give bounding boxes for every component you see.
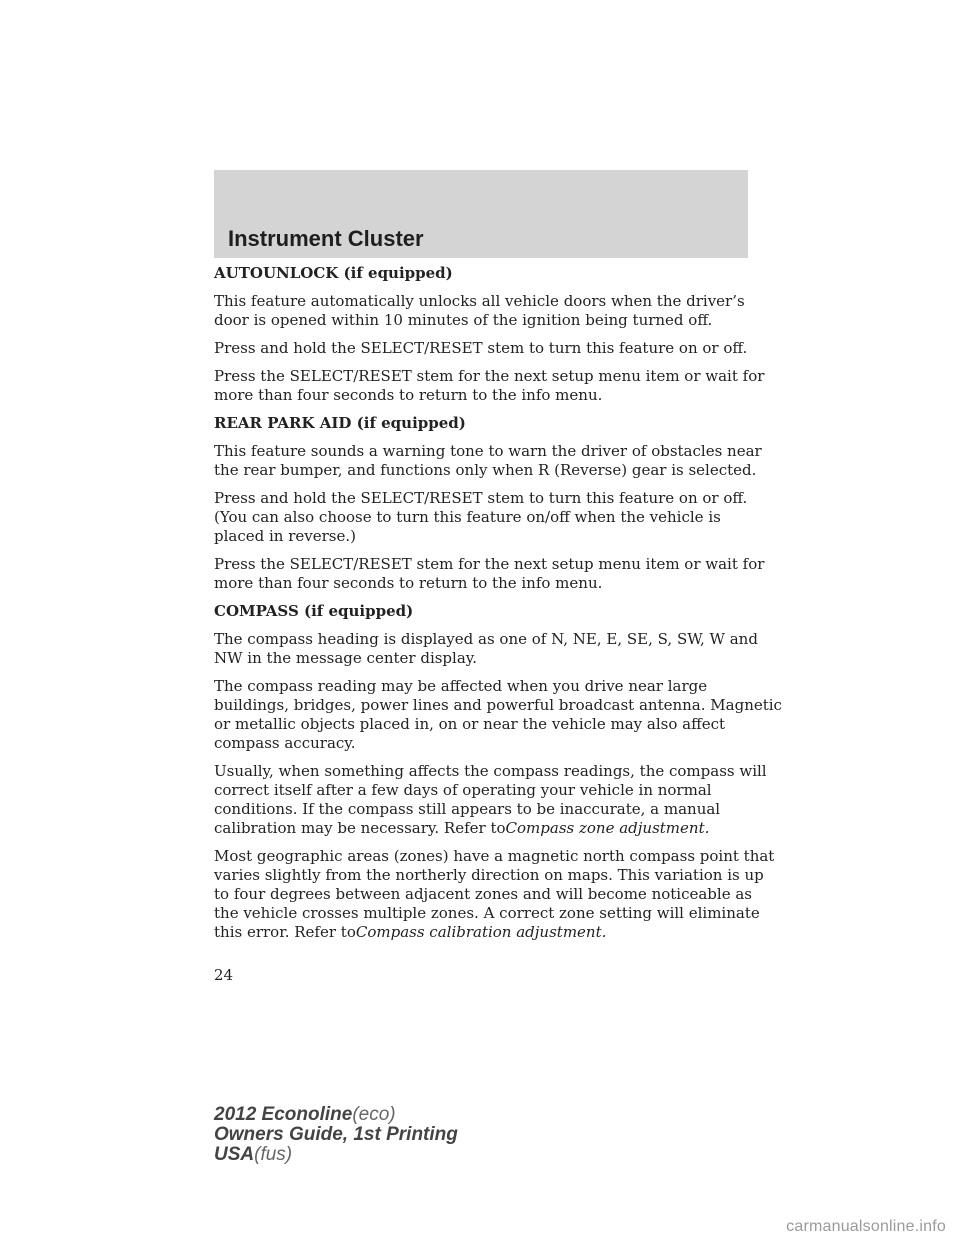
text-line <box>214 923 754 942</box>
text-line: The compass reading may be affected when you drive near large <box>214 677 708 695</box>
heading-compass: COMPASS (if equipped) <box>214 602 414 620</box>
print-footer <box>214 1105 458 1165</box>
text-line: This feature sounds a warning tone to warn the driver of obstacles near <box>214 442 762 460</box>
text-fragment: calibration may be necessary. Refer to <box>214 819 506 837</box>
footer-line-printing: Owners Guide, 1st Printing <box>214 1124 458 1145</box>
compass-zone-variation-note <box>214 847 775 942</box>
text-line: more than four seconds to return to the info menu. <box>214 574 603 592</box>
rear-park-aid-toggle-instruction <box>214 489 754 546</box>
footer-market-code: (fus) <box>254 1144 293 1165</box>
manual-content <box>214 264 782 951</box>
text-line: placed in reverse.) <box>214 527 356 545</box>
heading-autounlock: AUTOUNLOCK (if equipped) <box>214 264 453 282</box>
text-line: compass accuracy. <box>214 734 356 752</box>
rear-park-aid-description <box>214 442 762 480</box>
rear-park-aid-next-instruction <box>214 555 765 593</box>
section-header-band <box>214 170 748 258</box>
autounlock-description <box>214 292 754 330</box>
section-title: Instrument Cluster <box>228 226 424 251</box>
text-line: or metallic objects placed in, on or near the vehicle may also affect <box>214 715 726 733</box>
footer-line-model <box>214 1105 458 1125</box>
page-number: 24 <box>214 966 234 984</box>
text-line: buildings, bridges, power lines and powerful broadcast antenna. Magnetic <box>214 696 782 714</box>
cross-reference-link[interactable]: Compass zone adjustment. <box>505 819 710 837</box>
text-line: varies slightly from the northerly direction on maps. This variation is up <box>214 866 764 884</box>
text-line: (You can also choose to turn this feature on/off when the vehicle is <box>214 508 721 526</box>
footer-line-market <box>214 1145 458 1165</box>
text-line: door is opened within 10 minutes of the ignition being turned off. <box>214 311 713 329</box>
text-fragment: this error. Refer to <box>214 923 356 941</box>
autounlock-next-instruction <box>214 367 765 405</box>
text-line: Usually, when something affects the compass readings, the compass will <box>214 762 767 780</box>
footer-model-name: 2012 Econoline <box>214 1104 353 1125</box>
text-line: Press and hold the SELECT/RESET stem to turn this feature on or off. <box>214 489 748 507</box>
compass-interference-note <box>214 677 782 753</box>
text-line: to four degrees between adjacent zones and will become noticeable as <box>214 885 752 903</box>
text-line: Press the SELECT/RESET stem for the next setup menu item or wait for <box>214 367 765 385</box>
autounlock-toggle-instruction <box>214 339 754 358</box>
site-watermark: carmanualsonline.info <box>786 1218 946 1235</box>
text-line: more than four seconds to return to the info menu. <box>214 386 603 404</box>
heading-rear-park-aid: REAR PARK AID (if equipped) <box>214 414 466 432</box>
text-line: the vehicle crosses multiple zones. A correct zone setting will eliminate <box>214 904 760 922</box>
footer-model-code: (eco) <box>352 1104 396 1125</box>
compass-self-correction-note <box>214 762 767 838</box>
text-line: NW in the message center display. <box>214 649 478 667</box>
text-line: correct itself after a few days of operating your vehicle in normal <box>214 781 712 799</box>
text-line: The compass heading is displayed as one of N, NE, E, SE, S, SW, W and <box>214 630 758 648</box>
text-line: conditions. If the compass still appears to be inaccurate, a manual <box>214 800 721 818</box>
text-line: This feature automatically unlocks all vehicle doors when the driver’s <box>214 292 745 310</box>
compass-heading-description <box>214 630 758 668</box>
text-line: Press and hold the SELECT/RESET stem to turn this feature on or off. <box>214 339 748 357</box>
footer-market-name: USA <box>214 1144 255 1165</box>
text-line: Most geographic areas (zones) have a magnetic north compass point that <box>214 847 775 865</box>
text-line: the rear bumper, and functions only when R (Reverse) gear is selected. <box>214 461 757 479</box>
text-line: Press the SELECT/RESET stem for the next setup menu item or wait for <box>214 555 765 573</box>
text-line <box>214 819 754 838</box>
cross-reference-link[interactable]: Compass calibration adjustment. <box>355 923 607 941</box>
